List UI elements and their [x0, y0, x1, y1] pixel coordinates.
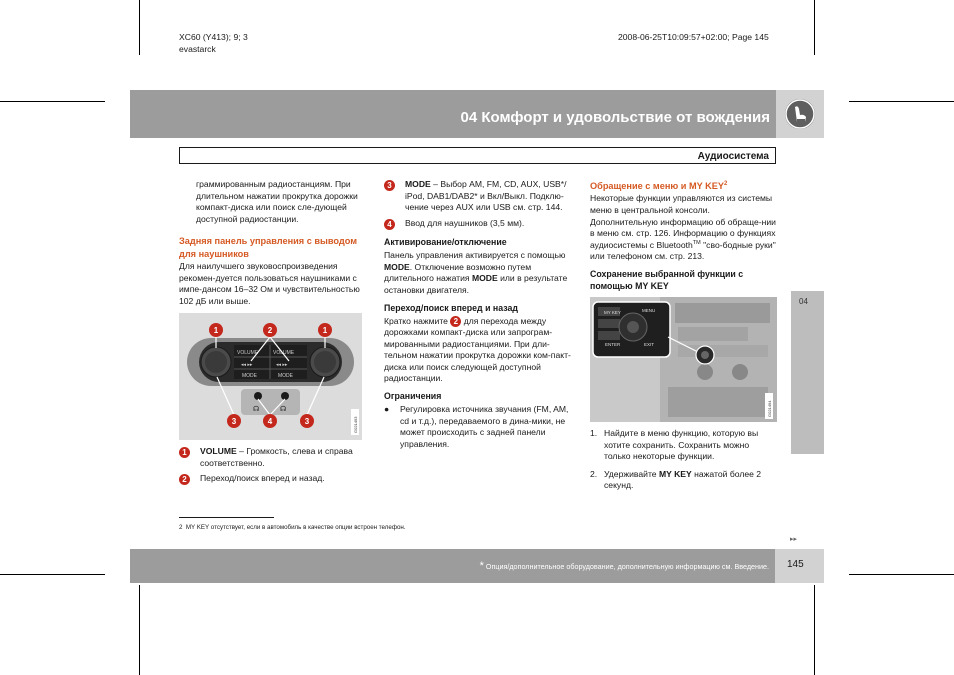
- activation-heading: Активирование/отключение: [384, 237, 507, 248]
- headphone-icon-left: ☊: [253, 405, 260, 413]
- enter-button-label: ENTER: [605, 342, 621, 347]
- legend-text: Ввод для наушников (3,5 мм).: [405, 217, 525, 228]
- comfort-icon: [785, 99, 815, 129]
- crop-mark: [139, 585, 140, 675]
- callout-2: 2: [267, 326, 273, 335]
- footnote-divider: [179, 517, 274, 518]
- inline-callout: 2: [450, 316, 461, 327]
- legend-callout: 2: [179, 474, 190, 485]
- mode-label-left: MODE: [242, 373, 257, 379]
- legend-term: MODE: [405, 179, 431, 189]
- step-number: 2.: [590, 468, 598, 479]
- page-number-box: [775, 549, 824, 583]
- step-text: Найдите в меню функцию, которую вы хотите сохранить. Сохранить можно только некоторые функции.: [604, 428, 759, 462]
- legend-callout: 3: [384, 180, 395, 191]
- column-3: [590, 179, 778, 294]
- step-item: [590, 428, 778, 463]
- legend-text: – Громкость, слева и справа соответственно.: [200, 446, 353, 468]
- activation-text: Панель управления активируется с помощью MODE. Отключение возможно путем длительного нажатия MODE или в результате остановки двигателя.: [384, 250, 568, 296]
- section-header: [179, 147, 776, 164]
- footer-bar: [130, 549, 775, 583]
- callout-4: 4: [267, 417, 273, 426]
- crop-mark: [849, 574, 954, 575]
- limits-text: Регулировка источника звучания (FM, AM, cd и т.д.), передаваемого в дина-мики, не может происходить с задней панели управления.: [400, 403, 569, 449]
- intro-text: граммированным радиостанциям. При длительном нажатии прокрутка дорожки компакт-диска или поиск сле-дующей доступной радиостанции.: [196, 179, 358, 224]
- footnote: [179, 524, 406, 532]
- rear-panel-heading: Задняя панель управления с выводом для наушников: [179, 236, 358, 259]
- chapter-header: [130, 90, 824, 138]
- legend-text: – Выбор AM, FM, CD, AUX, USB*/ iPod, DAB1/DAB2* и Вкл/Выкл. Подклю-чение через AUX или USB см. стр. 144.: [405, 179, 567, 213]
- exit-button-label: EXIT: [644, 342, 655, 347]
- page-number: 145: [787, 559, 804, 570]
- footnote-number: 2: [179, 524, 183, 531]
- legend-text: Переход/поиск вперед и назад.: [200, 473, 325, 484]
- column-1-legend: [179, 446, 367, 489]
- crop-mark: [139, 0, 140, 55]
- legend-item: [384, 179, 574, 214]
- mykey-heading: Сохранение выбранной функции с помощью MY KEY: [590, 269, 744, 291]
- crop-mark: [0, 574, 105, 575]
- center-console-figure: [590, 297, 777, 422]
- step-number: 1.: [590, 428, 598, 438]
- section-title: Аудиосистема: [697, 151, 769, 162]
- legend-item: [179, 473, 367, 485]
- crop-mark: [0, 101, 105, 102]
- rear-control-panel-figure: [179, 313, 362, 440]
- crop-mark: [814, 585, 815, 675]
- menu-heading: Обращение с меню и MY KEY$^2$: [590, 181, 728, 192]
- step-term: MY KEY: [658, 468, 692, 479]
- footnote-text: MY KEY отсутствует, если в автомобиль в качестве опции встроен телефон.: [185, 524, 406, 531]
- callout-1-left: 1: [213, 326, 219, 335]
- step-text: Удерживайте: [604, 468, 659, 479]
- column-1: [179, 179, 367, 314]
- skip-text: Кратко нажмите 2 для перехода между дорожками компакт-диска или запрограм-мированными радиостанциями. При дли-тельном нажатии прокрутка дорожки ком-пакт-диска или поиск следующей доступной радиостанции.: [384, 315, 571, 384]
- legend-term: VOLUME: [200, 446, 237, 456]
- column-2: [384, 179, 574, 456]
- figure-code: G021494: [767, 400, 772, 417]
- mykey-button-label: MY KEY: [604, 310, 621, 315]
- step-item: [590, 469, 778, 492]
- bullet: ●: [384, 403, 390, 414]
- legend-callout: 1: [179, 447, 190, 458]
- footer-note: * Опция/дополнительное оборудование, дополнительную информацию см. Введение.: [479, 560, 769, 572]
- volume-label-right: VOLUME: [273, 350, 295, 356]
- limits-bullet-item: [384, 404, 574, 450]
- doc-code: XC60 (Y413); 9; 3: [179, 32, 248, 42]
- headphone-icon-right: ☊: [280, 405, 287, 413]
- skip-heading: Переход/поиск вперед и назад: [384, 302, 518, 313]
- column-3-steps: [590, 428, 778, 498]
- footnote-ref: 2: [724, 181, 728, 187]
- rear-panel-text: Для наилучшего звуковоспроизведения рекомен-дуется пользоваться наушниками с импе-дансом 16–32 Ом и чувствительностью 102 дБ или выше.: [179, 261, 360, 306]
- menu-text: Некоторые функции управляются из системы меню в центральной консоли. Дополнительную информацию об обраще-нии в меню см. стр. 126. Информацию о функциях аудиосистемы с Bluetooth™ "сво-бодные руки" или телефоном см. стр. 213.: [590, 193, 776, 262]
- limits-heading: Ограничения: [384, 391, 442, 402]
- figure-code: G021493: [353, 416, 358, 433]
- continue-arrows-icon: ▸▸: [790, 536, 798, 543]
- rear-panel-illustration: [179, 313, 362, 440]
- legend-item: [179, 446, 367, 469]
- chapter-side-tab[interactable]: [791, 291, 824, 454]
- side-tab-label: 04: [799, 297, 808, 306]
- callout-1-right: 1: [322, 326, 328, 335]
- callout-3-right: 3: [304, 417, 310, 426]
- menu-button-label: MENU: [642, 308, 656, 313]
- center-console-illustration: [590, 297, 777, 422]
- mode-label-right: MODE: [278, 373, 293, 379]
- skip-fwd-icon: ◂◂ ▸▸: [276, 362, 288, 368]
- legend-item: [384, 218, 574, 230]
- crop-mark: [814, 0, 815, 55]
- volume-label-left: VOLUME: [237, 350, 259, 356]
- doc-author: evastarck: [179, 44, 216, 54]
- legend-callout: 4: [384, 219, 395, 230]
- skip-back-icon: ◂◂ ▸▸: [241, 362, 253, 368]
- callout-3-left: 3: [231, 417, 237, 426]
- crop-mark: [849, 101, 954, 102]
- chapter-title: 04 Комфорт и удовольствие от вождения: [460, 109, 770, 126]
- step-text-tail: нажатой более 2 секунд.: [604, 468, 762, 491]
- doc-timestamp: 2008-06-25T10:09:57+02:00; Page 145: [618, 32, 769, 42]
